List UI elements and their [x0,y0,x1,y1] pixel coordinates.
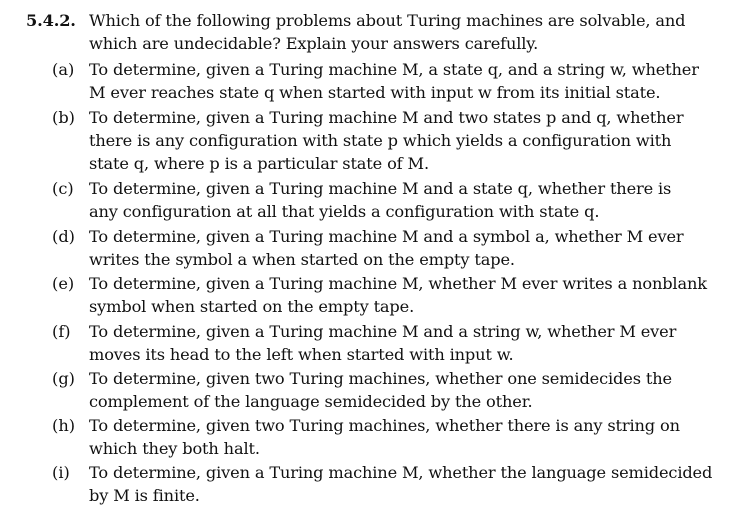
item-i-line-1: To determine, given a Turing machine M, whether the language semidecided [89,463,713,482]
problem-intro-line-1: Which of the following problems about Turing machines are solvable, and [89,11,686,30]
item-b-line-2: there is any configuration with state p which yields a configuration with [89,131,672,150]
item-label-g: (g) [52,369,75,388]
item-c-line-1: To determine, given a Turing machine M and a state q, whether there is [89,179,672,198]
item-g-line-1: To determine, given two Turing machines, whether one semidecides the [89,369,672,388]
item-label-b: (b) [52,108,75,127]
problem-number: 5.4.2. [26,11,76,30]
item-e-line-2: symbol when started on the empty tape. [89,297,415,316]
item-label-e: (e) [52,274,75,293]
item-label-a: (a) [52,60,75,79]
item-e-line-1: To determine, given a Turing machine M, whether M ever writes a nonblank [89,274,707,293]
item-label-i: (i) [52,463,70,482]
item-d-line-1: To determine, given a Turing machine M and a symbol a, whether M ever [89,227,684,246]
item-a-line-1: To determine, given a Turing machine M, a state q, and a string w, whether [89,60,699,79]
item-b-line-1: To determine, given a Turing machine M and two states p and q, whether [89,108,684,127]
item-label-f: (f) [52,322,71,341]
item-g-line-2: complement of the language semidecided by the other. [89,392,533,411]
item-b-line-3: state q, where p is a particular state of M. [89,154,429,173]
item-c-line-2: any configuration at all that yields a configuration with state q. [89,202,600,221]
item-label-d: (d) [52,227,75,246]
item-f-line-2: moves its head to the left when started with input w. [89,345,514,364]
item-label-c: (c) [52,179,74,198]
item-label-h: (h) [52,416,76,435]
item-d-line-2: writes the symbol a when started on the empty tape. [89,250,515,269]
item-f-line-1: To determine, given a Turing machine M and a string w, whether M ever [89,322,677,341]
item-a-line-2: M ever reaches state q when started with input w from its initial state. [89,83,661,102]
item-h-line-1: To determine, given two Turing machines, whether there is any string on [89,416,680,435]
item-h-line-2: which they both halt. [89,439,260,458]
item-i-line-2: by M is finite. [89,486,200,505]
problem-intro-line-2: which are undecidable? Explain your answers carefully. [89,34,539,53]
